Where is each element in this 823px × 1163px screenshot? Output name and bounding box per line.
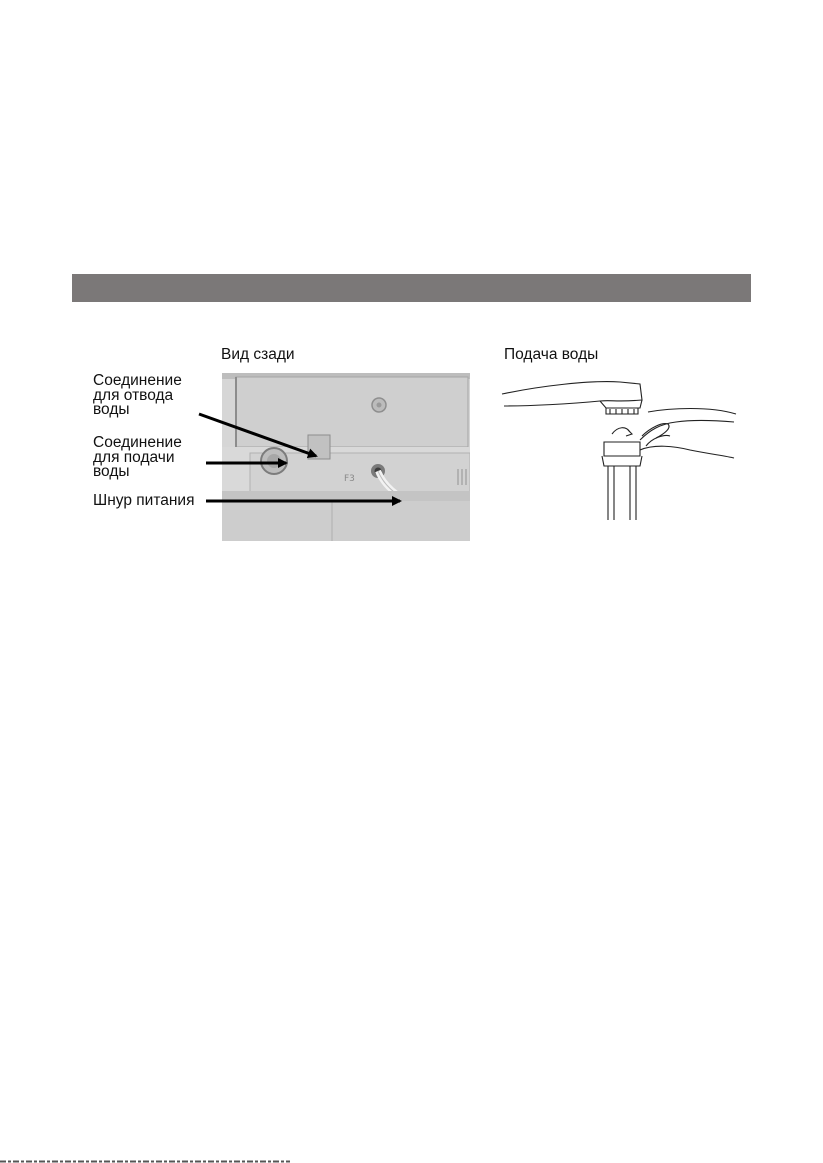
drain-label-line-2: для отвода bbox=[93, 386, 174, 404]
power-label-line-1: Шнур питания bbox=[93, 492, 195, 509]
drain-connection-label bbox=[93, 374, 182, 418]
faucet-illustration bbox=[500, 374, 750, 520]
water-supply-caption: Подача воды bbox=[504, 346, 599, 363]
inlet-connection-label bbox=[93, 436, 182, 480]
power-cord-label bbox=[93, 494, 194, 509]
svg-text:F3: F3 bbox=[344, 474, 355, 484]
inlet-label-line-1: Соединение bbox=[93, 434, 182, 451]
rear-view-caption: Вид сзади bbox=[221, 346, 295, 363]
inlet-label-line-2: для подачи bbox=[93, 448, 175, 466]
drain-label-line-1: Соединение bbox=[93, 372, 182, 389]
rear-view-photo bbox=[222, 373, 470, 541]
inlet-label-line-3: воды bbox=[93, 463, 130, 480]
section-header-bar bbox=[72, 274, 751, 302]
drain-label-line-3: воды bbox=[93, 401, 130, 418]
